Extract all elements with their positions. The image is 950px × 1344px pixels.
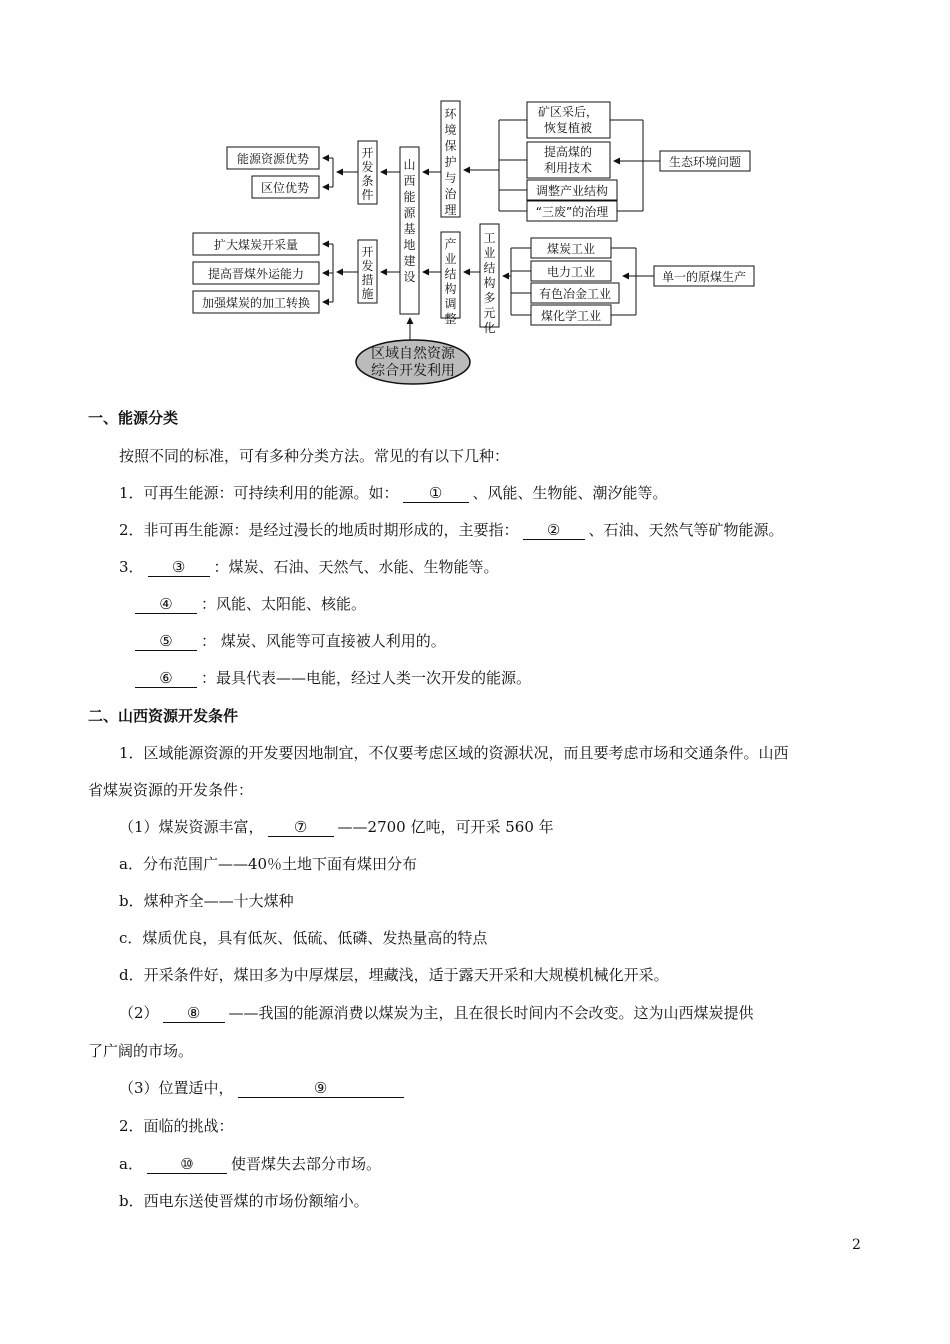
env-item-tech-line1: 提高煤的 <box>543 145 593 159</box>
blank-10[interactable]: ⑩ <box>147 1155 227 1174</box>
item2-line: 2．非可再生能源：是经过漫长的地质时期形成的，主要指： ② 、石油、天然气等矿物能源。 <box>119 521 784 539</box>
condition2-cont: 了广阔的市场。 <box>88 1042 194 1060</box>
condition-b: b．煤种齐全——十大煤种 <box>119 892 294 910</box>
vertical-char: 与 <box>444 171 457 185</box>
ind-item-coal: 煤炭工业 <box>546 242 596 256</box>
concept-diagram <box>0 0 950 400</box>
vertical-char: 治 <box>444 187 457 201</box>
env-item-restore-line1: 矿区采后， <box>537 105 599 119</box>
box-improve-transport: 提高晋煤外运能力 <box>207 267 305 281</box>
condition1-line: （1）煤炭资源丰富， ⑦ ——2700 亿吨，可开采 560 年 <box>119 818 554 836</box>
condition2-line: （2） ⑧ ——我国的能源消费以煤炭为主，且在很长时间内不会改变。这为山西煤炭提供 <box>119 1004 754 1022</box>
vertical-char: 构 <box>483 276 496 290</box>
env-item-tech-line2: 利用技术 <box>543 161 593 175</box>
page-number: 2 <box>852 1237 861 1253</box>
ellipse-line1: 区域自然资源 <box>371 346 455 362</box>
condition-d: d．开采条件好，煤田多为中厚煤层，埋藏浅，适于露天开采和大规模机械化开采。 <box>119 966 669 984</box>
blank-7[interactable]: ⑦ <box>268 818 334 837</box>
box-location-advantage: 区位优势 <box>260 181 310 195</box>
condition-a: a．分布范围广——40％土地下面有煤田分布 <box>119 855 418 873</box>
condition3-line: （3）位置适中， ⑨ <box>119 1078 408 1098</box>
vertical-char: 产 <box>444 237 457 251</box>
vertical-char: 多 <box>483 291 496 305</box>
vertical-char: 件 <box>361 188 374 202</box>
vertical-char: 化 <box>483 321 496 335</box>
blank-4[interactable]: ④ <box>135 595 197 614</box>
section2-para-line2: 省煤炭资源的开发条件： <box>88 781 254 799</box>
vertical-char: 构 <box>444 282 457 296</box>
section2-title: 二、山西资源开发条件 <box>88 707 239 725</box>
vertical-char: 能 <box>403 190 416 204</box>
section1-title: 一、能源分类 <box>88 409 179 427</box>
vertical-char: 西 <box>403 174 416 188</box>
vertical-char: 设 <box>403 270 416 284</box>
blank-1[interactable]: ① <box>403 484 469 503</box>
vertical-char: 业 <box>483 246 496 260</box>
blank-3[interactable]: ③ <box>148 558 210 577</box>
vertical-char: 元 <box>483 306 496 320</box>
item1-line: 1．可再生能源：可持续利用的能源。如： ① 、风能、生物能、潮汐能等。 <box>119 484 668 502</box>
condition-c: c．煤质优良，具有低灰、低硫、低磷、发热量高的特点 <box>119 929 488 947</box>
box-energy-advantage: 能源资源优势 <box>236 152 310 166</box>
box-processing: 加强煤炭的加工转换 <box>201 296 311 310</box>
vertical-char: 调 <box>444 297 457 311</box>
vertical-char: 整 <box>444 312 457 326</box>
section1-intro: 按照不同的标准，可有多种分类方法。常见的有以下几种： <box>119 447 510 465</box>
vertical-char: 施 <box>361 287 374 301</box>
env-item-restore-line2: 恢复植被 <box>543 121 593 135</box>
blank-8[interactable]: ⑧ <box>163 1004 225 1023</box>
vertical-char: 结 <box>483 261 496 275</box>
box-diversify <box>483 231 495 335</box>
box-center <box>403 158 416 284</box>
blank-9[interactable]: ⑨ <box>238 1079 404 1098</box>
vertical-char: 条 <box>361 174 374 188</box>
env-item-waste: “三废”的治理 <box>535 205 609 219</box>
blank-6[interactable]: ⑥ <box>135 669 197 688</box>
blank-5[interactable]: ⑤ <box>135 632 197 651</box>
vertical-char: 结 <box>444 267 457 281</box>
ellipse-line2: 综合开发利用 <box>371 363 455 379</box>
vertical-char: 发 <box>361 160 374 174</box>
vertical-char: 业 <box>444 252 457 266</box>
vertical-char: 保 <box>444 139 457 153</box>
vertical-char: 发 <box>361 259 374 273</box>
vertical-char: 环 <box>444 107 457 121</box>
vertical-char: 境 <box>444 123 457 137</box>
item6-line: ⑥ ：最具代表——电能，经过人类一次开发的能源。 <box>131 668 531 688</box>
vertical-char: 理 <box>444 203 457 217</box>
vertical-char: 护 <box>444 155 457 169</box>
vertical-char: 基 <box>403 222 416 236</box>
ind-item-metallurgy: 有色冶金工业 <box>538 287 612 301</box>
box-environment <box>444 107 457 217</box>
blank-2[interactable]: ② <box>523 521 585 540</box>
vertical-char: 山 <box>403 158 416 172</box>
item5-line: ⑤ ： 煤炭、风能等可直接被人利用的。 <box>131 631 446 651</box>
vertical-char: 措 <box>361 273 374 287</box>
vertical-char: 开 <box>361 245 374 259</box>
box-expand-mining: 扩大煤炭开采量 <box>213 238 299 252</box>
item4-line: ④ ：风能、太阳能、核能。 <box>131 594 366 614</box>
vertical-char: 工 <box>483 231 496 245</box>
vertical-char: 开 <box>361 146 374 160</box>
box-eco-problem: 生态环境问题 <box>668 155 742 169</box>
box-single-coal: 单一的原煤生产 <box>661 270 747 284</box>
box-conditions <box>361 146 373 202</box>
ind-item-chemical: 煤化学工业 <box>540 309 602 323</box>
vertical-char: 源 <box>403 206 416 220</box>
challenges-title: 2．面临的挑战： <box>119 1117 234 1135</box>
challenge-a: a． ⑩ 使晋煤失去部分市场。 <box>119 1155 381 1173</box>
section2-para-line1: 1．区域能源资源的开发要因地制宜，不仅要考虑区域的资源状况，而且要考虑市场和交通条件。山西 <box>119 744 789 762</box>
env-item-adjust: 调整产业结构 <box>535 184 609 198</box>
challenge-b: b．西电东送使晋煤的市场份额缩小。 <box>119 1192 369 1210</box>
vertical-char: 建 <box>403 254 416 268</box>
vertical-char: 地 <box>403 238 416 252</box>
item3-line: 3． ③ ：煤炭、石油、天然气、水能、生物能等。 <box>119 558 499 576</box>
box-industry-adjust <box>444 236 456 326</box>
box-measures <box>361 245 373 301</box>
ind-item-power: 电力工业 <box>546 265 596 279</box>
